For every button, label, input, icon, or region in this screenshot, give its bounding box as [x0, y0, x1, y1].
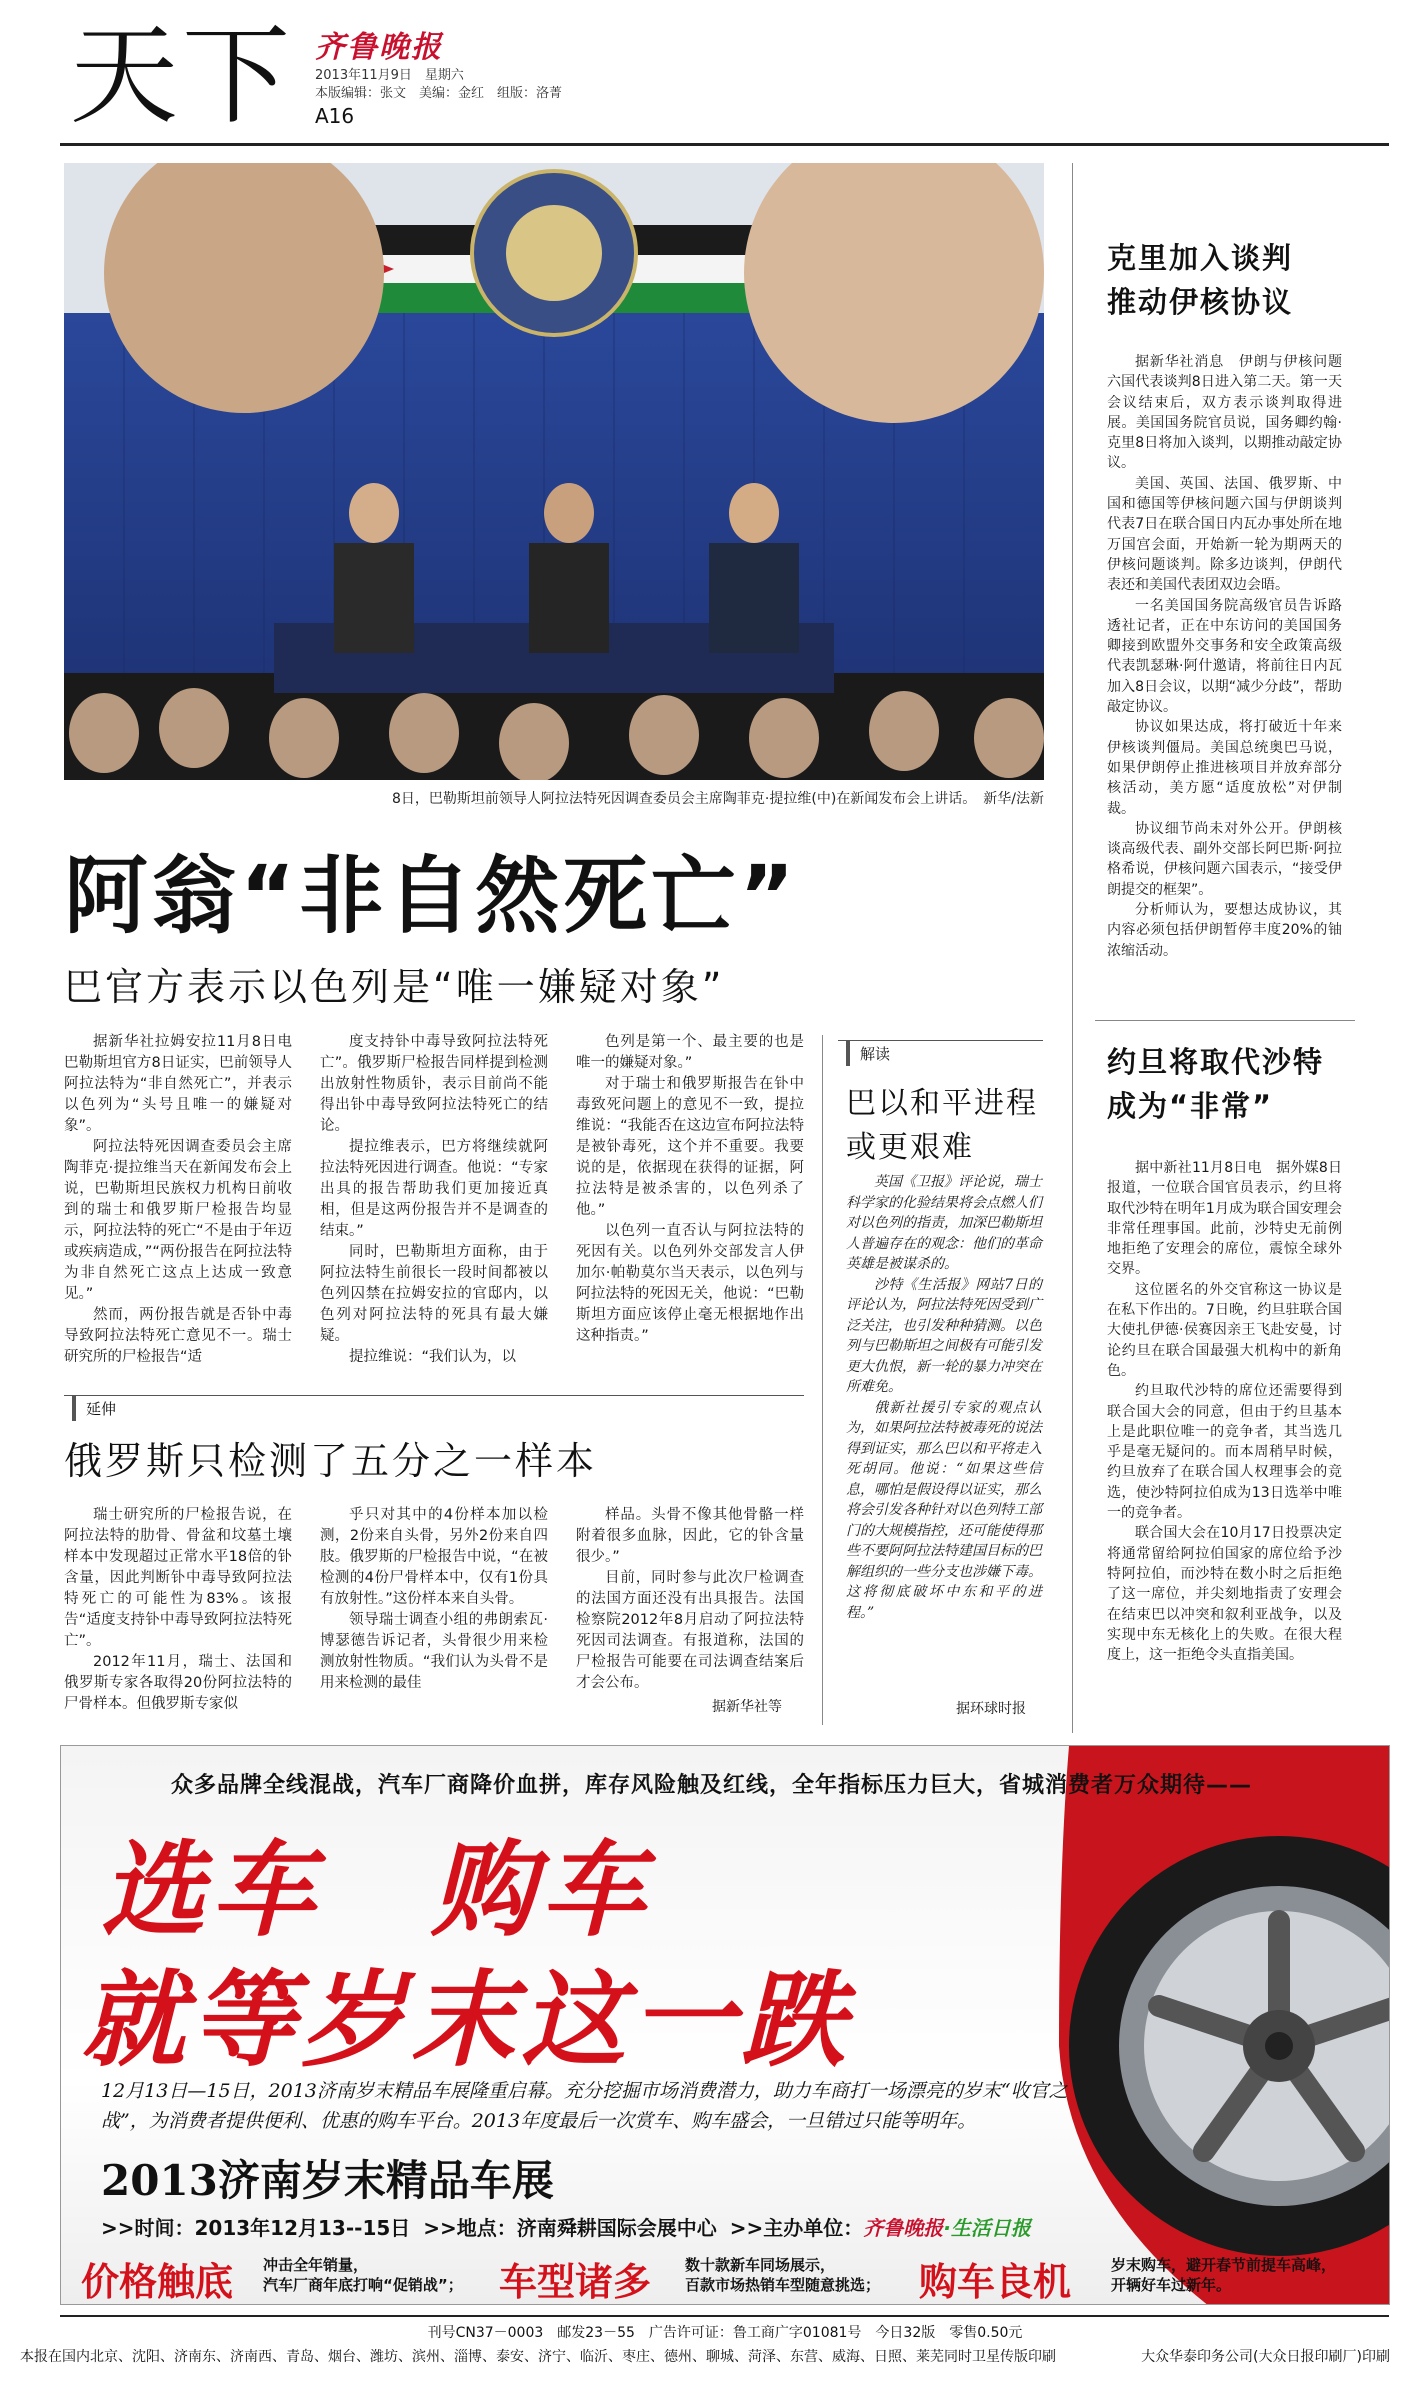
editors-line: 本版编辑：张文 美编：金红 组版：洛菁 [315, 86, 563, 101]
ad-slogan-2: 车型诸多 [499, 2260, 652, 2304]
footer-printing-info [20, 2346, 1390, 2366]
analysis-title [846, 1082, 1038, 1170]
main-story-paragraph: 据新华社拉姆安拉11月8日电 巴勒斯坦官方8日证实，巴前领导人阿拉法特为“非自然死亡”，并表示以色列为“头号且唯一的嫌疑对象”。 [64, 1034, 307, 1134]
extension-paragraph: 领导瑞士调查小组的弗朗索瓦·博瑟德告诉记者，头骨很少用来检测放射性物质。“我们认为头骨不是用来检测的最佳 [320, 1612, 548, 1691]
side2-paragraph: 联合国大会在10月17日投票决定将通常留给阿拉伯国家的席位给予沙特阿拉伯，而沙特在数小时之后拒绝了这一席位，并尖刻地指责了安理会在结束巴以冲突和叙利亚战争，以及实现中东无核化上的失败。在很大程度上，这一拒绝令头直指美国。 [1107, 1525, 1342, 1664]
ad-note-1 [263, 2255, 463, 2295]
main-story-paragraph: 同时，巴勒斯坦方面称，由于阿拉法特生前很长一段时间都被以色列囚禁在拉姆安拉的官邸内，以色列对阿拉法特的死具有最大嫌疑。 [320, 1244, 548, 1344]
side1-paragraph: 美国、英国、法国、俄罗斯、中国和德国等伊核问题六国与伊朗谈判代表7日在联合国日内瓦办事处所在地万国宫会面，开始新一轮为期两天的伊核问题谈判。除多边谈判，伊朗代表还和美国代表团双边会晤。 [1107, 475, 1342, 594]
ad-note-3a: 岁末购车，避开春节前提车高峰， [1111, 2256, 1337, 2274]
main-story-paragraph: 度支持钋中毒导致阿拉法特死亡”。俄罗斯尸检报告同样提到检测出放射性物质钋，表示目前尚不能得出钋中毒导致阿拉法特死亡的结论。 [320, 1034, 548, 1134]
side2-paragraph: 据中新社11月8日电 据外媒8日报道，一位联合国官员表示，约旦将取代沙特在明年1月成为联合国安理会非常任理事国。此前，沙特史无前例地拒绝了安理会的席位，震惊全球外交界。 [1107, 1160, 1342, 1278]
ad-slogan-3: 购车良机 [919, 2260, 1072, 2304]
analysis-paragraph: 俄新社援引专家的观点认为，如果阿拉法特被毒死的说法得到证实，那么巴以和平将走入死胡同。他说：“如果这些信息，哪怕是假设得以证实，那么将会引发各种针对以色列特工部门的大规模指控，还可能使得那些不要阿阿拉法特建国目标的巴解组织的一些分支也涉嫌下毒。这将彻底破坏中东和平的进程。” [846, 1399, 1042, 1621]
side1-headline-line-1: 克里加入谈判 [1107, 241, 1294, 275]
main-story-column-2 [320, 1032, 548, 1368]
footer-printing-locations: 本报在国内北京、沈阳、济南东、济南西、青岛、烟台、潍坊、滨州、淄博、泰安、济宁、临沂、枣庄、德州、聊城、菏泽、东营、威海、日照、莱芜同时卫星传版印刷 [20, 2349, 1056, 2365]
section-title: 天下 [70, 14, 295, 139]
analysis-paragraph: 英国《卫报》评论说，瑞士科学家的化验结果将会点燃人们对以色列的指责，加深巴勒斯坦人普遍存在的观念：他们的革命英雄是被谋杀的。 [846, 1174, 1042, 1272]
ad-note-3b: 开辆好车过新年。 [1111, 2276, 1232, 2294]
side1-paragraph: 分析师认为，要想达成协议，其内容必须包括伊朗暂停丰度20%的铀浓缩活动。 [1107, 902, 1342, 959]
extension-column-1 [64, 1505, 292, 1715]
sub-headline: 巴官方表示以色列是“唯一嫌疑对象” [64, 965, 725, 1009]
ad-headline-1: 选车 购车 [101, 1829, 652, 1951]
ad-organizer-label: >>主办单位： [729, 2216, 864, 2240]
main-story-paragraph: 对于瑞士和俄罗斯报告在钋中毒致死问题上的意见不一致，提拉维说：“我能否在这边宣布阿拉法特是被钋毒死，这个并不重要。我要说的是，依据现在获得的证据，阿拉法特是被杀害的，以色列杀了他。” [576, 1076, 804, 1218]
analysis-tag [838, 1040, 1043, 1066]
main-story-paragraph: 提拉维说：“我们认为，以 [349, 1349, 517, 1365]
ad-description: 12月13日—15日，2013济南岁末精品车展隆重启幕。充分挖掘市场消费潜力，助力车商打一场漂亮的岁末“收官之战”，为消费者提供便利、优惠的购车平台。2013年度最后一次赏车、购车盛会，一旦错过只能等明年。 [101, 2080, 1068, 2132]
ad-note-3 [1111, 2255, 1336, 2295]
ad-banner: 众多品牌全线混战，汽车厂商降价血拼，库存风险触及红线，全年指标压力巨大，省城消费者万众期待—— [171, 1773, 1253, 1798]
extension-paragraph: 2012年11月，瑞士、法国和俄罗斯专家各取得20份阿拉法特的尸骨样本。但俄罗斯专家似 [64, 1654, 292, 1712]
page-number: A16 [315, 104, 355, 128]
main-story-paragraph: 阿拉法特死因调查委员会主席陶菲克·提拉维当天在新闻发布会上说，巴勒斯坦民族权力机构日前收到的瑞士和俄罗斯尸检报告均显示，阿拉法特的死亡“不是由于年迈或疾病造成，”“两份报告在阿拉法特为非自然死亡这点上达成一致意见。” [64, 1139, 292, 1302]
footer-rule [60, 2315, 1389, 2317]
side1-paragraph: 协议细节尚未对外公开。伊朗核谈高级代表、副外交部长阿巴斯·阿拉格希说，伊核问题六国表示，“接受伊朗提交的框架”。 [1107, 820, 1342, 898]
footer-printer: 大众华泰印务公司(大众日报印刷厂)印刷 [1141, 2349, 1390, 2365]
main-story-column-3 [576, 1032, 804, 1347]
extension-paragraph: 瑞士研究所的尸检报告说，在阿拉法特的肋骨、骨盆和坟墓土壤样本中发现超过正常水平18倍的钋含量，因此判断钋中毒导致阿拉法特死亡的可能性为83%。该报告“适度支持钋中毒导致阿拉法特死亡”。 [64, 1507, 292, 1649]
ad-note-1b: 汽车厂商年底打响“促销战”； [263, 2276, 463, 2294]
photo-caption: 8日，巴勒斯坦前领导人阿拉法特死因调查委员会主席陶菲克·提拉维(中)在新闻发布会上讲话。 新华/法新 [392, 791, 1044, 807]
ad-bottom-bar [71, 2251, 1381, 2304]
ad-event-name: 2013济南岁末精品车展 [101, 2156, 554, 2205]
side-separator [1095, 1020, 1355, 1021]
main-story-paragraph: 色列是第一个、最主要的也是唯一的嫌疑对象。” [576, 1034, 804, 1071]
main-story-column-1 [64, 1032, 307, 1368]
ad-note-2a: 数十款新车同场展示， [685, 2256, 836, 2274]
analysis-tag-label: 解读 [846, 1041, 900, 1066]
side2-paragraph: 约旦取代沙特的席位还需要得到联合国大会的同意，但由于约旦基本上是此职位唯一的竞争者，其当选几乎是毫无疑问的。而本周稍早时候，约旦放弃了在联合国人权理事会的竞选，使沙特阿拉伯成为13日选举中唯一的竞争者。 [1107, 1383, 1342, 1522]
ad-time: >>时间：2013年12月13--15日 [101, 2216, 411, 2240]
ad-slogan-1: 价格触底 [81, 2260, 234, 2304]
side2-headline-line-2: 成为“非常” [1107, 1089, 1274, 1123]
footer-publication-info: 刊号CN37－0003 邮发23－55 广告许可证：鲁工商广字01081号 今日32版 零售0.50元 [427, 2325, 1023, 2341]
newspaper-brand: 齐鲁晚报 [315, 30, 443, 65]
ad-place: >>地点：济南舜耕国际会展中心 [423, 2216, 717, 2240]
extension-byline: 据新华社等 [712, 1699, 782, 1715]
extension-column-2 [320, 1505, 548, 1694]
extension-paragraph: 样品。头骨不像其他骨骼一样附着很多血脉，因此，它的钋含量很少。” [576, 1507, 804, 1565]
analysis-divider [822, 1035, 823, 1725]
masthead-rule [60, 143, 1389, 146]
analysis-body [846, 1172, 1042, 1623]
press-conference-photo [64, 163, 1044, 780]
ad-note-2b: 百款市场热销车型随意挑选； [685, 2276, 881, 2294]
extension-headline: 俄罗斯只检测了五分之一样本 [64, 1439, 598, 1483]
ad-organizer-1: 齐鲁晚报 [863, 2216, 944, 2240]
side1-paragraph: 据新华社消息 伊朗与伊核问题六国代表谈判8日进入第二天。第一天会议结束后，双方表示谈判取得进展。美国国务院官员说，国务卿约翰·克里8日将加入谈判，以期推动敲定协议。 [1107, 354, 1342, 472]
ad-info-line [101, 2212, 1031, 2241]
extension-column-3 [576, 1505, 804, 1694]
sidebar-divider [1072, 163, 1073, 1733]
side1-headline [1107, 236, 1293, 324]
side1-headline-line-2: 推动伊核协议 [1107, 285, 1294, 319]
side2-body [1107, 1158, 1342, 1665]
ad-note-2 [685, 2255, 880, 2295]
side2-headline [1107, 1040, 1324, 1128]
ad-note-1a: 冲击全年销量， [263, 2256, 369, 2274]
date-line: 2013年11月9日 星期六 [315, 68, 464, 83]
main-story-paragraph: 然而，两份报告就是否钋中毒导致阿拉法特死亡意见不一。瑞士研究所的尸检报告“适 [64, 1307, 292, 1365]
analysis-title-line-1: 巴以和平进程 [846, 1086, 1038, 1121]
analysis-byline: 据环球时报 [956, 1701, 1026, 1717]
analysis-paragraph: 沙特《生活报》网站7日的评论认为，阿拉法特死因受到广泛关注，也引发种种猜测。以色列与巴勒斯坦之间极有可能引发更大仇恨，新一轮的暴力冲突在所难免。 [846, 1276, 1042, 1395]
side2-paragraph: 这位匿名的外交官称这一协议是在私下作出的。7日晚，约旦驻联合国大使扎伊德·侯赛因亲王飞赴安曼，讨论约旦在联合国最强大机构中的新角色。 [1107, 1281, 1342, 1379]
side1-paragraph: 协议如果达成，将打破近十年来伊核谈判僵局。美国总统奥巴马说，如果伊朗停止推进核项目并放弃部分核活动，美方愿“适度放松”对伊制裁。 [1107, 719, 1342, 817]
main-headline: 阿翁“非自然死亡” [64, 847, 799, 945]
car-show-advertisement [60, 1745, 1390, 2305]
extension-paragraph: 目前，同时参与此次尸检调查的法国方面还没有出具报告。法国检察院2012年8月启动了阿拉法特死因司法调查。有报道称，法国的尸检报告可能要在司法调查结案后才会公布。 [576, 1570, 804, 1691]
extension-paragraph: 乎只对其中的4份样本加以检测，2份来自头骨，另外2份来自四肢。俄罗斯的尸检报告中说，“在被检测的4份尸骨样本中，仅有1份具有放射性。”这份样本来自头骨。 [320, 1507, 548, 1607]
main-story-paragraph: 提拉维表示，巴方将继续就阿拉法特死因进行调查。他说：“专家出具的报告帮助我们更加接近真相，但是这两份报告并不是调查的结束。” [320, 1139, 548, 1239]
photo-illustration [64, 163, 1044, 780]
main-story-paragraph: 以色列一直否认与阿拉法特的死因有关。以色列外交部发言人伊加尔·帕勒莫尔当天表示，以色列与阿拉法特的死因无关，他说：“巴勒斯坦方面应该停止毫无根据地作出这种指责。” [576, 1223, 804, 1344]
side1-body [1107, 352, 1342, 961]
side2-headline-line-1: 约旦将取代沙特 [1107, 1045, 1325, 1079]
ad-headline-2: 就等岁末这一跌 [81, 1959, 852, 2081]
analysis-title-line-2: 或更艰难 [846, 1130, 974, 1165]
side1-paragraph: 一名美国国务院高级官员告诉路透社记者，正在中东访问的美国国务卿接到欧盟外交事务和安全政策高级代表凯瑟琳·阿什邀请，将前往日内瓦加入8日会议，以期“减少分歧”，帮助敲定协议。 [1107, 597, 1342, 716]
masthead [60, 14, 1390, 139]
extension-tag [64, 1395, 804, 1421]
extension-tag-label: 延伸 [72, 1396, 126, 1421]
ad-organizer-2: ·生活日报 [943, 2216, 1031, 2240]
